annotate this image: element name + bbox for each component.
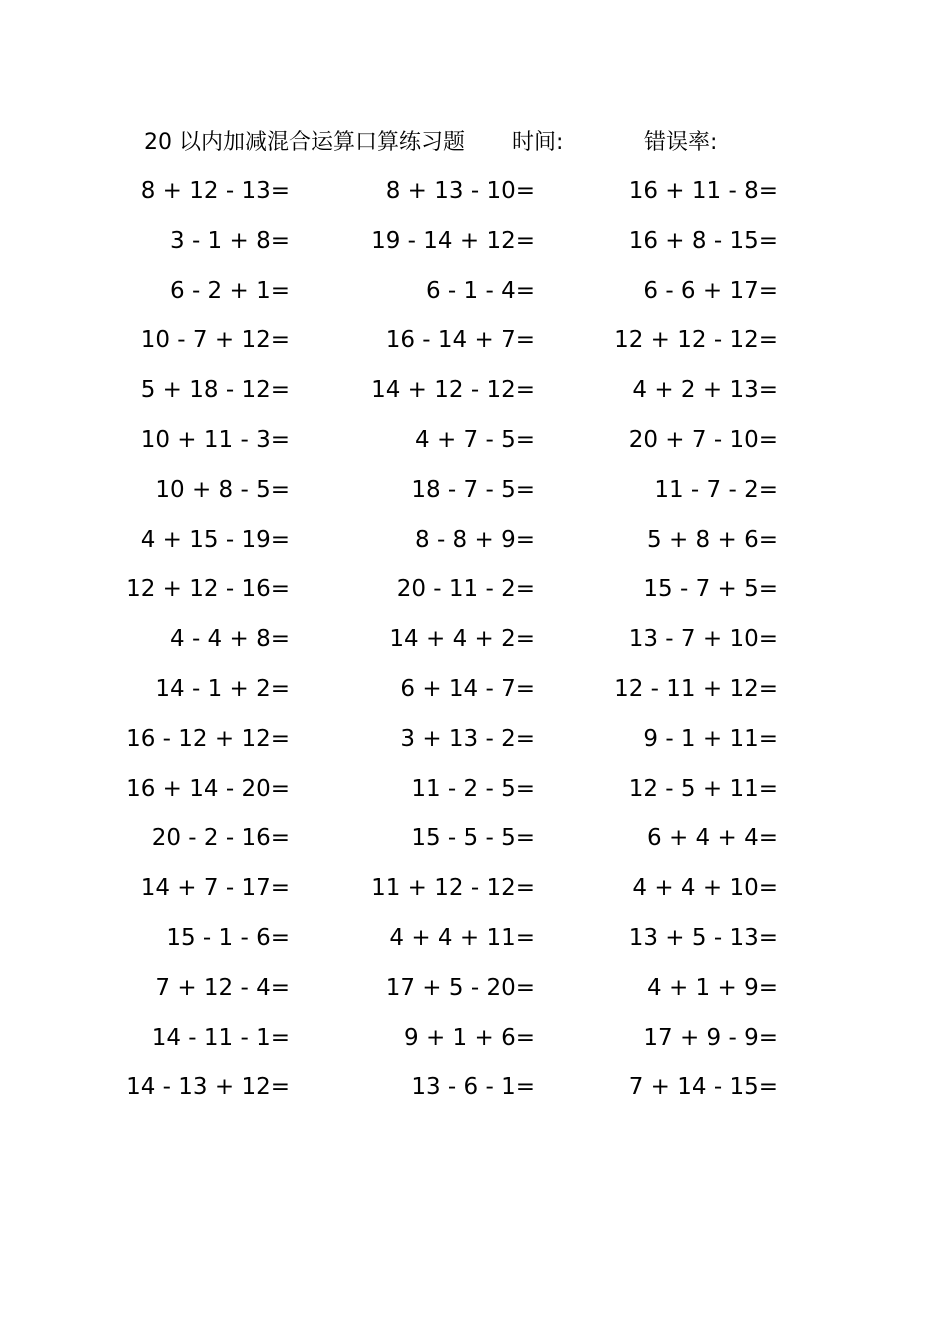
math-problem: 15 - 7 + 5= bbox=[643, 576, 778, 603]
math-problem: 20 + 7 - 10= bbox=[628, 427, 778, 453]
math-problem: 6 + 14 - 7= bbox=[400, 676, 535, 702]
math-problem: 11 - 7 - 2= bbox=[654, 476, 778, 503]
math-problem: 17 + 5 - 20= bbox=[385, 974, 535, 1001]
problem-row bbox=[0, 370, 950, 410]
math-problem: 16 - 12 + 12= bbox=[126, 725, 290, 752]
math-problem: 6 - 2 + 1= bbox=[170, 277, 290, 304]
math-problem: 16 + 14 - 20= bbox=[126, 775, 290, 802]
math-problem: 6 - 6 + 17= bbox=[643, 277, 778, 304]
math-problem: 4 + 4 + 11= bbox=[389, 925, 535, 951]
math-problem: 8 + 12 - 13= bbox=[140, 178, 290, 204]
math-problem: 13 + 5 - 13= bbox=[628, 925, 778, 951]
problem-row bbox=[0, 1018, 950, 1058]
math-problem: 13 - 7 + 10= bbox=[628, 626, 778, 653]
math-problem: 5 + 8 + 6= bbox=[647, 526, 778, 553]
math-problem: 3 - 1 + 8= bbox=[170, 227, 290, 254]
problem-row bbox=[0, 221, 950, 261]
math-problem: 12 + 12 - 16= bbox=[126, 576, 290, 603]
math-problem: 12 - 11 + 12= bbox=[614, 676, 778, 702]
math-problem: 6 + 4 + 4= bbox=[647, 825, 778, 852]
math-problem: 12 + 12 - 12= bbox=[614, 327, 778, 354]
math-problem: 4 + 2 + 13= bbox=[632, 377, 778, 404]
problem-row bbox=[0, 669, 950, 709]
math-problem: 11 + 12 - 12= bbox=[371, 875, 535, 902]
math-problem: 14 + 12 - 12= bbox=[371, 377, 535, 404]
math-problem: 14 + 4 + 2= bbox=[389, 626, 535, 653]
problem-row bbox=[0, 470, 950, 510]
math-problem: 10 - 7 + 12= bbox=[140, 327, 290, 354]
problem-row bbox=[0, 619, 950, 659]
problem-row bbox=[0, 520, 950, 560]
problem-row bbox=[0, 769, 950, 809]
math-problem: 8 - 8 + 9= bbox=[415, 526, 535, 553]
problem-row bbox=[0, 968, 950, 1008]
math-problem: 7 + 14 - 15= bbox=[628, 1074, 778, 1101]
math-problem: 15 - 5 - 5= bbox=[411, 825, 535, 852]
math-problem: 5 + 18 - 12= bbox=[140, 377, 290, 404]
math-problem: 14 + 7 - 17= bbox=[140, 875, 290, 902]
math-problem: 14 - 1 + 2= bbox=[155, 676, 290, 702]
problem-row bbox=[0, 918, 950, 958]
math-problem: 17 + 9 - 9= bbox=[643, 1024, 778, 1051]
problem-row bbox=[0, 420, 950, 460]
math-problem: 14 - 13 + 12= bbox=[126, 1074, 290, 1101]
error-rate-label: 错误率: bbox=[644, 130, 718, 155]
problem-row bbox=[0, 719, 950, 759]
math-problem: 6 - 1 - 4= bbox=[425, 277, 535, 304]
math-problem: 4 - 4 + 8= bbox=[170, 626, 290, 653]
math-problem: 14 - 11 - 1= bbox=[151, 1024, 290, 1051]
worksheet-title: 20 以内加减混合运算口算练习题 bbox=[144, 130, 465, 155]
math-problem: 20 - 2 - 16= bbox=[151, 825, 290, 852]
math-problem: 9 + 1 + 6= bbox=[404, 1024, 535, 1051]
problem-row bbox=[0, 271, 950, 311]
math-problem: 10 + 8 - 5= bbox=[155, 476, 290, 503]
math-problem: 19 - 14 + 12= bbox=[371, 227, 535, 254]
math-problem: 10 + 11 - 3= bbox=[140, 427, 290, 453]
math-problem: 13 - 6 - 1= bbox=[411, 1074, 535, 1101]
math-problem: 11 - 2 - 5= bbox=[411, 775, 535, 802]
time-label: 时间: bbox=[512, 130, 564, 155]
math-problem: 4 + 1 + 9= bbox=[647, 974, 778, 1001]
math-problem: 16 - 14 + 7= bbox=[385, 327, 535, 354]
math-problem: 4 + 4 + 10= bbox=[632, 875, 778, 902]
problem-row bbox=[0, 868, 950, 908]
problem-row bbox=[0, 320, 950, 360]
math-problem: 8 + 13 - 10= bbox=[385, 178, 535, 204]
math-problem: 4 + 7 - 5= bbox=[415, 427, 535, 453]
math-problem: 16 + 11 - 8= bbox=[628, 178, 778, 204]
problem-row bbox=[0, 569, 950, 609]
math-problem: 7 + 12 - 4= bbox=[155, 974, 290, 1001]
math-problem: 20 - 11 - 2= bbox=[396, 576, 535, 603]
worksheet-header bbox=[144, 126, 844, 160]
math-problem: 4 + 15 - 19= bbox=[140, 526, 290, 553]
math-problem: 18 - 7 - 5= bbox=[411, 476, 535, 503]
problem-row bbox=[0, 818, 950, 858]
math-problem: 3 + 13 - 2= bbox=[400, 725, 535, 752]
math-problem: 15 - 1 - 6= bbox=[166, 925, 290, 951]
math-problem: 9 - 1 + 11= bbox=[643, 725, 778, 752]
problem-row bbox=[0, 171, 950, 211]
math-problem: 16 + 8 - 15= bbox=[628, 227, 778, 254]
problem-row bbox=[0, 1067, 950, 1107]
math-problem: 12 - 5 + 11= bbox=[628, 775, 778, 802]
